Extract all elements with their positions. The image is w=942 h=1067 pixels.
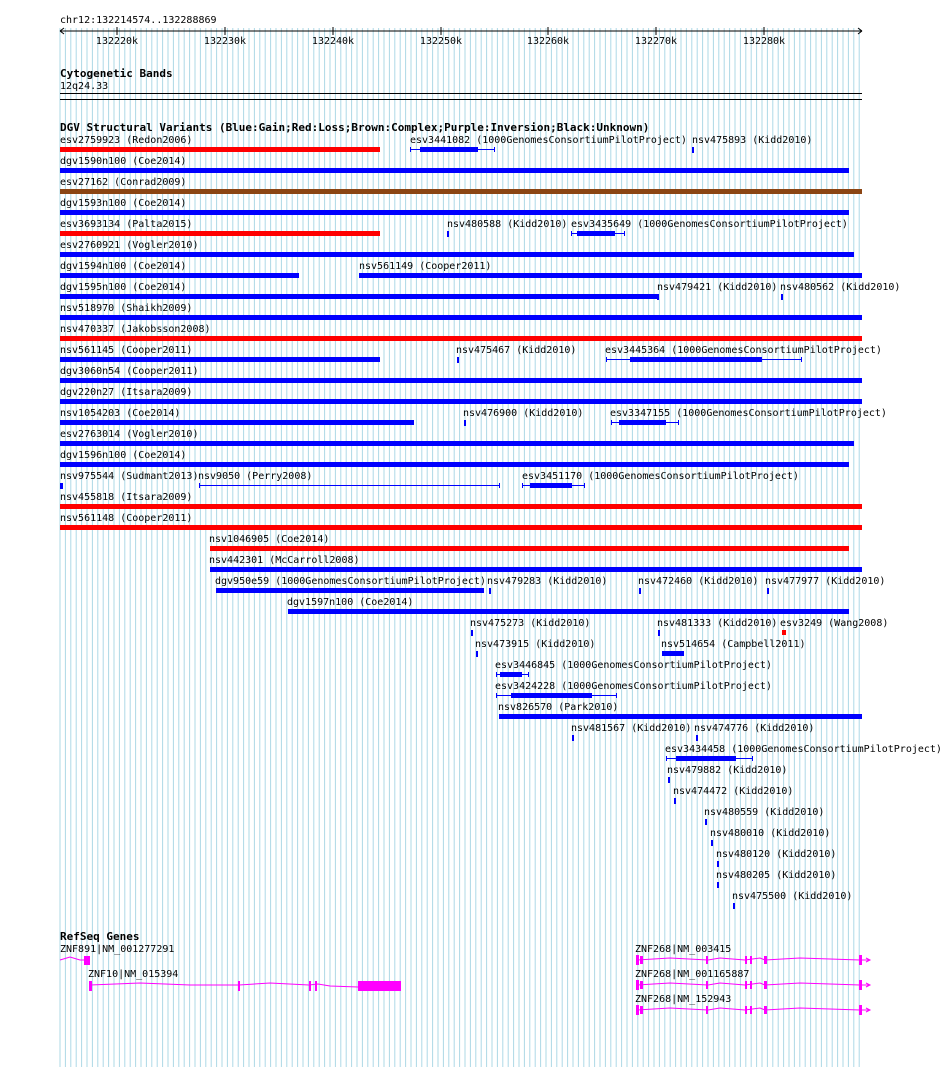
gene-exon — [636, 955, 639, 965]
gene-exon — [84, 956, 90, 965]
dgv-feature-end-tick — [496, 693, 497, 698]
dgv-feature-label[interactable]: nsv1046905 (Coe2014) — [209, 534, 330, 545]
dgv-feature-bar[interactable] — [60, 525, 862, 530]
dgv-feature-block[interactable] — [530, 483, 572, 488]
gene-exon — [750, 1006, 752, 1014]
dgv-feature-label[interactable]: esv27162 (Conrad2009) — [60, 177, 187, 188]
dgv-feature-bar[interactable] — [60, 294, 658, 299]
refseq-gene-label[interactable]: ZNF268|NM_001165887 — [635, 969, 750, 980]
dgv-feature-label[interactable]: nsv480588 (Kidd2010) — [447, 219, 568, 230]
refseq-gene-label[interactable]: ZNF268|NM_152943 — [635, 994, 732, 1005]
dgv-feature-label[interactable]: nsv476900 (Kidd2010) — [463, 408, 584, 419]
dgv-feature-bar[interactable] — [60, 210, 849, 215]
gene-exon — [859, 1005, 862, 1015]
dgv-feature-end-tick — [606, 357, 607, 362]
dgv-feature-bar[interactable] — [711, 840, 713, 846]
dgv-feature-bar[interactable] — [60, 378, 862, 383]
dgv-feature-label[interactable]: nsv514654 (Campbell2011) — [661, 639, 806, 650]
dgv-feature-bar[interactable] — [668, 777, 670, 783]
dgv-feature-label[interactable]: nsv474472 (Kidd2010) — [673, 786, 794, 797]
dgv-feature-label[interactable]: nsv480559 (Kidd2010) — [704, 807, 825, 818]
dgv-feature-bar[interactable] — [639, 588, 641, 594]
dgv-feature-label[interactable]: esv3434458 (1000GenomesConsortiumPilotProject) — [665, 744, 942, 755]
dgv-feature-label[interactable]: nsv561148 (Cooper2011) — [60, 513, 193, 524]
dgv-feature-end-tick — [528, 672, 529, 677]
dgv-feature-bar[interactable] — [471, 630, 473, 636]
dgv-feature-label[interactable]: dgv950e59 (1000GenomesConsortiumPilotProject) — [215, 576, 486, 587]
dgv-feature-bar[interactable] — [60, 315, 862, 320]
dgv-feature-bar[interactable] — [60, 147, 380, 152]
dgv-feature-bar[interactable] — [733, 903, 735, 909]
gene-intron — [637, 983, 870, 985]
dgv-feature-label[interactable]: esv3424228 (1000GenomesConsortiumPilotProject) — [495, 681, 772, 692]
dgv-feature-label[interactable]: nsv480562 (Kidd2010) — [780, 282, 901, 293]
gene-exon — [640, 1006, 643, 1014]
dgv-feature-label[interactable]: nsv561145 (Cooper2011) — [60, 345, 193, 356]
gene-exon — [315, 981, 317, 991]
dgv-feature-bar[interactable] — [210, 546, 849, 551]
dgv-feature-bar[interactable] — [696, 735, 698, 741]
gene-exon — [764, 981, 767, 989]
dgv-feature-bar[interactable] — [288, 609, 849, 614]
gene-exon — [640, 981, 643, 989]
dgv-feature-bar[interactable] — [662, 651, 684, 656]
dgv-feature-bar[interactable] — [60, 504, 862, 509]
gene-exon — [764, 1006, 767, 1014]
dgv-feature-label[interactable]: dgv1590n100 (Coe2014) — [60, 156, 187, 167]
dgv-feature-bar[interactable] — [658, 630, 660, 636]
gene-exon — [859, 955, 862, 965]
dgv-feature-label[interactable]: nsv473915 (Kidd2010) — [475, 639, 596, 650]
ruler-tick-label: 132260k — [526, 36, 570, 47]
dgv-feature-label[interactable]: nsv475467 (Kidd2010) — [456, 345, 577, 356]
gene-exon — [750, 956, 752, 964]
ruler-tick-label: 132250k — [419, 36, 463, 47]
gene-models — [0, 940, 890, 1020]
gene-intron — [637, 1008, 870, 1010]
refseq-gene-label[interactable]: ZNF268|NM_003415 — [635, 944, 732, 955]
gene-exon — [358, 981, 401, 991]
dgv-feature-label[interactable]: nsv470337 (Jakobsson2008) — [60, 324, 211, 335]
dgv-feature-block[interactable] — [630, 357, 762, 362]
dgv-feature-label[interactable]: nsv518970 (Shaikh2009) — [60, 303, 193, 314]
ruler-tick-label: 132230k — [203, 36, 247, 47]
cytoband-divider — [60, 93, 862, 94]
dgv-feature-label[interactable]: dgv1594n100 (Coe2014) — [60, 261, 187, 272]
dgv-feature-label[interactable]: nsv9050 (Perry2008) — [198, 471, 313, 482]
dgv-feature-end-tick — [522, 483, 523, 488]
dgv-feature-label[interactable]: esv2763014 (Vogler2010) — [60, 429, 199, 440]
dgv-feature-bar[interactable] — [60, 168, 849, 173]
dgv-feature-end-tick — [499, 483, 500, 488]
refseq-gene-label[interactable]: ZNF891|NM_001277291 — [60, 944, 175, 955]
cytoband-track-title: Cytogenetic Bands — [60, 67, 173, 80]
dgv-feature-bar[interactable] — [476, 651, 478, 657]
gene-exon — [706, 1006, 708, 1014]
ruler-tick-label: 132280k — [742, 36, 786, 47]
dgv-feature-label[interactable]: esv2760921 (Vogler2010) — [60, 240, 199, 251]
dgv-feature-label[interactable]: esv3446845 (1000GenomesConsortiumPilotProject) — [495, 660, 772, 671]
gene-intron — [60, 957, 88, 960]
refseq-gene-label[interactable]: ZNF10|NM_015394 — [88, 969, 179, 980]
dgv-feature-bar[interactable] — [692, 147, 694, 153]
dgv-feature-label[interactable]: nsv481333 (Kidd2010) — [657, 618, 778, 629]
dgv-feature-end-tick — [752, 756, 753, 761]
dgv-feature-label[interactable]: dgv3060n54 (Cooper2011) — [60, 366, 199, 377]
dgv-feature-end-tick — [496, 672, 497, 677]
dgv-feature-end-tick — [571, 231, 572, 236]
gene-exon — [309, 981, 311, 991]
gene-exon — [745, 1006, 747, 1014]
dgv-feature-bar[interactable] — [60, 420, 414, 425]
dgv-feature-block[interactable] — [500, 672, 522, 677]
gene-exon — [859, 980, 862, 990]
dgv-feature-end-tick — [801, 357, 802, 362]
gene-exon — [640, 956, 643, 964]
dgv-feature-bar[interactable] — [216, 588, 484, 593]
dgv-feature-label[interactable]: nsv481567 (Kidd2010) — [571, 723, 692, 734]
dgv-feature-bar[interactable] — [60, 231, 380, 236]
dgv-feature-label[interactable]: nsv442301 (McCarroll2008) — [209, 555, 360, 566]
dgv-feature-bar[interactable] — [447, 231, 449, 237]
dgv-feature-end-tick — [199, 483, 200, 488]
dgv-feature-block[interactable] — [420, 147, 478, 152]
ruler-tick-label: 132240k — [311, 36, 355, 47]
dgv-feature-end-tick — [666, 756, 667, 761]
dgv-feature-label[interactable]: nsv1054203 (Coe2014) — [60, 408, 181, 419]
dgv-feature-label[interactable]: nsv826570 (Park2010) — [498, 702, 619, 713]
dgv-feature-bar[interactable] — [457, 357, 459, 363]
dgv-feature-label[interactable]: esv3441082 (1000GenomesConsortiumPilotProject) — [410, 135, 687, 146]
dgv-feature-label[interactable]: dgv220n27 (Itsara2009) — [60, 387, 193, 398]
dgv-feature-bar[interactable] — [464, 420, 466, 426]
dgv-feature-label[interactable]: nsv474776 (Kidd2010) — [694, 723, 815, 734]
dgv-feature-label[interactable]: nsv472460 (Kidd2010) — [638, 576, 759, 587]
dgv-feature-label[interactable]: esv2759923 (Redon2006) — [60, 135, 193, 146]
dgv-feature-bar[interactable] — [60, 357, 380, 362]
dgv-feature-label[interactable]: nsv475500 (Kidd2010) — [732, 891, 853, 902]
dgv-feature-label[interactable]: esv3249 (Wang2008) — [780, 618, 889, 629]
dgv-feature-bar[interactable] — [572, 735, 574, 741]
dgv-feature-line[interactable] — [199, 485, 500, 486]
gene-exon — [89, 981, 92, 991]
dgv-feature-bar[interactable] — [657, 294, 659, 300]
dgv-feature-block[interactable] — [619, 420, 666, 425]
dgv-feature-bar[interactable] — [781, 294, 783, 300]
dgv-feature-bar[interactable] — [782, 630, 786, 635]
dgv-feature-bar[interactable] — [489, 588, 491, 594]
dgv-feature-label[interactable]: dgv1597n100 (Coe2014) — [287, 597, 414, 608]
dgv-feature-bar[interactable] — [674, 798, 676, 804]
dgv-feature-label[interactable]: dgv1595n100 (Coe2014) — [60, 282, 187, 293]
dgv-feature-bar[interactable] — [499, 714, 862, 719]
ruler-location: chr12:132214574..132288869 — [60, 15, 217, 26]
dgv-feature-end-tick — [494, 147, 495, 152]
dgv-feature-end-tick — [410, 147, 411, 152]
dgv-feature-end-tick — [678, 420, 679, 425]
dgv-feature-label[interactable]: esv3693134 (Palta2015) — [60, 219, 193, 230]
dgv-feature-label[interactable]: nsv480120 (Kidd2010) — [716, 849, 837, 860]
dgv-feature-bar[interactable] — [60, 273, 299, 278]
dgv-feature-bar[interactable] — [60, 189, 862, 194]
dgv-track-title: DGV Structural Variants (Blue:Gain;Red:Loss;Brown:Complex;Purple:Inversion;Black:Unknown) — [60, 121, 650, 134]
ruler-tick-label: 132270k — [634, 36, 678, 47]
dgv-feature-bar[interactable] — [717, 861, 719, 867]
dgv-feature-label[interactable]: esv3347155 (1000GenomesConsortiumPilotProject) — [610, 408, 887, 419]
dgv-feature-label[interactable]: dgv1593n100 (Coe2014) — [60, 198, 187, 209]
ruler-tick-label: 132220k — [95, 36, 139, 47]
dgv-feature-label[interactable]: nsv480205 (Kidd2010) — [716, 870, 837, 881]
dgv-feature-bar[interactable] — [60, 399, 862, 404]
dgv-feature-block[interactable] — [676, 756, 736, 761]
dgv-feature-label[interactable]: nsv455818 (Itsara2009) — [60, 492, 193, 503]
dgv-feature-block[interactable] — [511, 693, 592, 698]
dgv-feature-end-tick — [616, 693, 617, 698]
gene-intron — [637, 958, 870, 960]
gene-exon — [636, 980, 639, 990]
ruler-axis — [0, 0, 890, 50]
gene-exon — [636, 1005, 639, 1015]
cytoband-divider — [60, 99, 862, 100]
dgv-feature-label[interactable]: nsv479882 (Kidd2010) — [667, 765, 788, 776]
gene-exon — [764, 956, 767, 964]
dgv-feature-label[interactable]: esv3451170 (1000GenomesConsortiumPilotProject) — [522, 471, 799, 482]
dgv-feature-end-tick — [611, 420, 612, 425]
dgv-feature-bar[interactable] — [359, 273, 862, 278]
refseq-track-title: RefSeq Genes — [60, 930, 140, 943]
dgv-feature-label[interactable]: nsv475893 (Kidd2010) — [692, 135, 813, 146]
gene-exon — [745, 956, 747, 964]
dgv-feature-label[interactable]: esv3445364 (1000GenomesConsortiumPilotProject) — [605, 345, 882, 356]
dgv-feature-bar[interactable] — [210, 567, 862, 572]
dgv-feature-bar[interactable] — [60, 483, 63, 489]
gene-exon — [750, 981, 752, 989]
cytoband-label: 12q24.33 — [60, 81, 109, 92]
dgv-feature-label[interactable]: esv3435649 (1000GenomesConsortiumPilotProject) — [571, 219, 848, 230]
gene-exon — [745, 981, 747, 989]
gene-exon — [706, 956, 708, 964]
dgv-feature-label[interactable]: dgv1596n100 (Coe2014) — [60, 450, 187, 461]
dgv-feature-bar[interactable] — [60, 441, 854, 446]
gene-exon — [706, 981, 708, 989]
dgv-feature-label[interactable]: nsv561149 (Cooper2011) — [359, 261, 492, 272]
dgv-feature-bar[interactable] — [60, 462, 849, 467]
dgv-feature-bar[interactable] — [767, 588, 769, 594]
dgv-feature-label[interactable]: nsv479283 (Kidd2010) — [487, 576, 608, 587]
dgv-feature-label[interactable]: nsv477977 (Kidd2010) — [765, 576, 886, 587]
gene-exon — [238, 981, 240, 991]
dgv-feature-block[interactable] — [577, 231, 615, 236]
dgv-feature-bar[interactable] — [60, 252, 854, 257]
dgv-feature-label[interactable]: nsv479421 (Kidd2010) — [657, 282, 778, 293]
dgv-feature-label[interactable]: nsv475273 (Kidd2010) — [470, 618, 591, 629]
dgv-feature-bar[interactable] — [60, 336, 862, 341]
gene-intron — [90, 983, 358, 987]
dgv-feature-label[interactable]: nsv975544 (Sudmant2013) — [60, 471, 199, 482]
dgv-feature-end-tick — [584, 483, 585, 488]
dgv-feature-bar[interactable] — [717, 882, 719, 888]
dgv-feature-label[interactable]: nsv480010 (Kidd2010) — [710, 828, 831, 839]
dgv-feature-bar[interactable] — [705, 819, 707, 825]
dgv-feature-end-tick — [624, 231, 625, 236]
